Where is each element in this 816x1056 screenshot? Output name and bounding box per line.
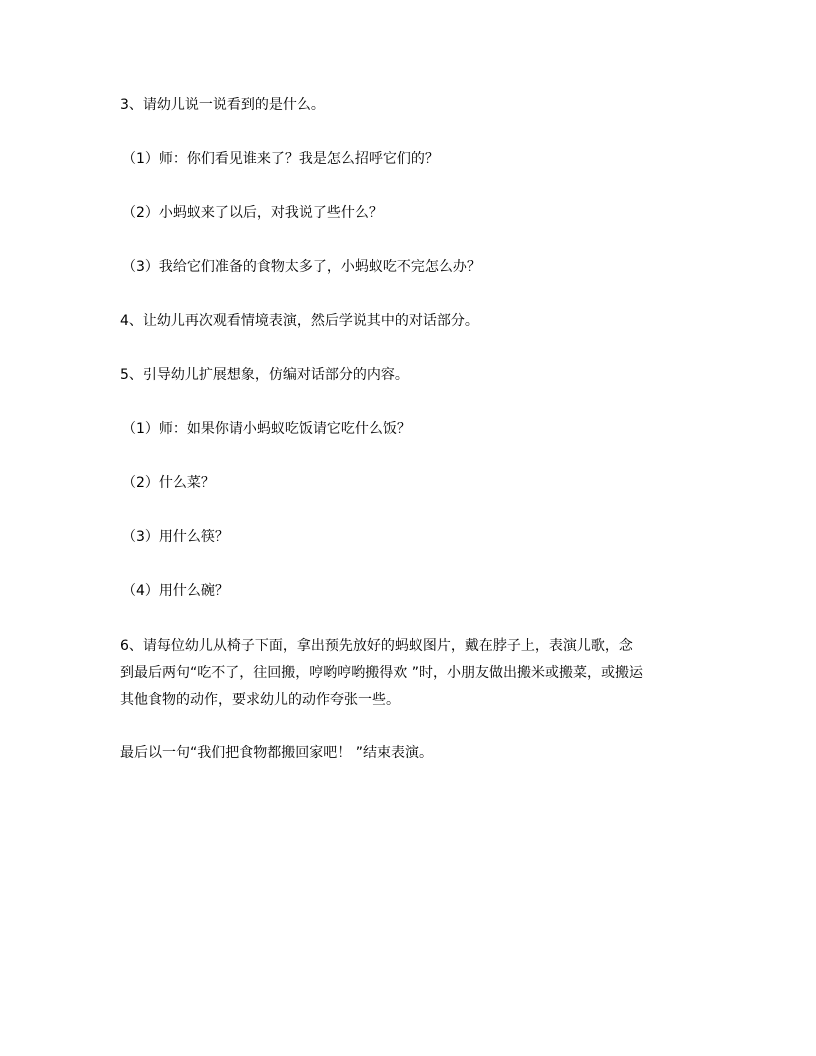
paragraph-step-5-item-3: （3）用什么筷？: [122, 529, 229, 545]
paragraph-step-3-item-2: （2）小蚂蚁来了以后，对我说了些什么？: [122, 205, 383, 221]
paragraph-step-5: 5、引导幼儿扩展想象，仿编对话部分的内容。: [120, 367, 409, 383]
paragraph-step-5-item-1: （1）师：如果你请小蚂蚁吃饭请它吃什么饭？: [122, 421, 411, 437]
paragraph-step-5-item-2: （2）什么菜？: [122, 475, 215, 491]
paragraph-step-6-line-2: 到最后两句“吃不了，往回搬，哼哟哼哟搬得欢 ”时，小朋友做出搬米或搬菜，或搬运: [120, 665, 643, 681]
paragraph-step-3-item-1: （1）师：你们看见谁来了？我是怎么招呼它们的？: [122, 151, 439, 167]
paragraph-closing: 最后以一句“我们把食物都搬回家吧！ ”结束表演。: [120, 745, 433, 761]
paragraph-step-6-line-1: 6、请每位幼儿从椅子下面，拿出预先放好的蚂蚁图片，戴在脖子上，表演儿歌，念: [120, 638, 633, 654]
paragraph-step-3: 3、请幼儿说一说看到的是什么。: [120, 97, 325, 113]
paragraph-step-3-item-3: （3）我给它们准备的食物太多了，小蚂蚁吃不完怎么办？: [122, 259, 481, 275]
paragraph-step-5-item-4: （4）用什么碗？: [122, 583, 229, 599]
paragraph-step-4: 4、让幼儿再次观看情境表演，然后学说其中的对话部分。: [120, 313, 479, 329]
paragraph-step-6-line-3: 其他食物的动作，要求幼儿的动作夸张一些。: [120, 692, 400, 708]
paragraph-step-6: [120, 633, 700, 714]
